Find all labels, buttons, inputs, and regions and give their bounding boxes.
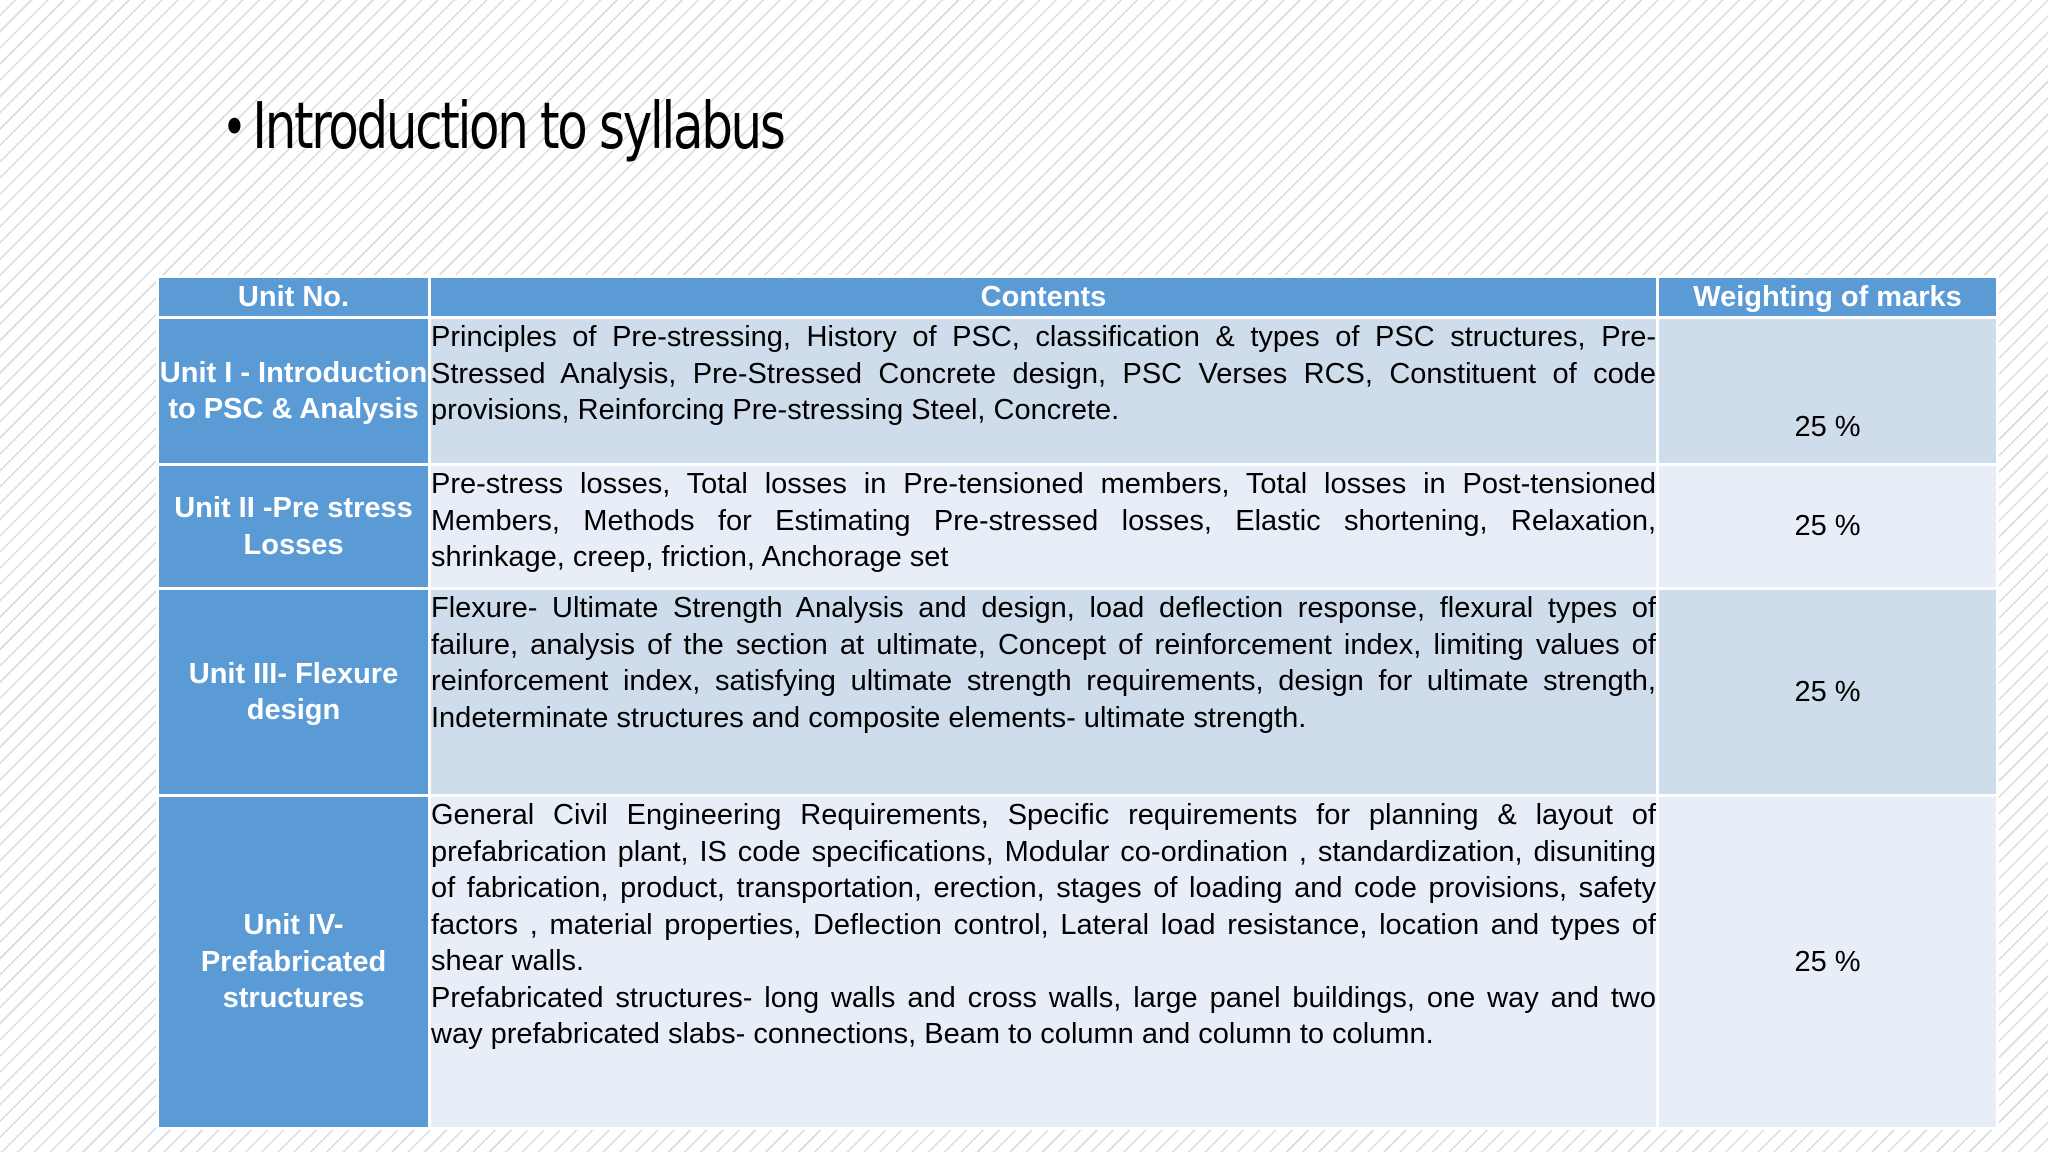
table-row: [158, 465, 1998, 589]
slide-title: [222, 72, 784, 182]
contents-cell: [430, 589, 1658, 796]
header-unit-no: Unit No.: [158, 277, 430, 318]
weight-cell: 25 %: [1658, 589, 1998, 796]
table-header-row: [158, 277, 1998, 318]
slide-title-text: Introduction to syllabus: [252, 90, 784, 164]
bullet-icon: •: [222, 95, 245, 159]
contents-cell: [430, 796, 1658, 1129]
weight-cell: 25 %: [1658, 318, 1998, 465]
contents-paragraph: Flexure- Ultimate Strength Analysis and design, load deflection response, flexural types of failure, analysis of the section at ultimate, Concept of reinforcement index, limiting values of reinforcement index, satisfying ultimate strength requirements, design for ultimate strength, Indeterminate structures and composite elements- ultimate strength.: [431, 592, 1656, 734]
syllabus-table: [156, 275, 1999, 1130]
unit-cell: Unit I - Introduction to PSC & Analysis: [158, 318, 430, 465]
table-row: [158, 589, 1998, 796]
header-contents: Contents: [430, 277, 1658, 318]
contents-paragraph: Principles of Pre-stressing, History of PSC, classification & types of PSC structures, Pre-Stressed Analysis, Pre-Stressed Concrete design, PSC Verses RCS, Constituent of code provisions, Reinforcing Pre-stressing Steel, Concrete.: [431, 321, 1656, 426]
contents-paragraph: Prefabricated structures- long walls and cross walls, large panel buildings, one way and two way prefabricated slabs- connections, Beam to column and column to column.: [431, 981, 1656, 1050]
table-row: [158, 796, 1998, 1129]
contents-cell: [430, 318, 1658, 465]
unit-cell: Unit II -Pre stress Losses: [158, 465, 430, 589]
weight-cell: 25 %: [1658, 465, 1998, 589]
unit-cell: Unit IV- Prefabricated structures: [158, 796, 430, 1129]
weight-cell: 25 %: [1658, 796, 1998, 1129]
contents-paragraph: General Civil Engineering Requirements, Specific requirements for planning & layout of prefabrication plant, IS code specifications, Modular co-ordination , standardization, disuniting of fabrication, product, transportation, erection, stages of loading and code provisions, safety factors , material properties, Deflection control, Lateral load resistance, location and types of shear walls.: [431, 799, 1656, 977]
contents-paragraph: Pre-stress losses, Total losses in Pre-tensioned members, Total losses in Post-tensioned Members, Methods for Estimating Pre-stressed losses, Elastic shortening, Relaxation, shrinkage, creep, friction, Anchorage set: [431, 468, 1656, 573]
table-row: [158, 318, 1998, 465]
header-weighting: Weighting of marks: [1658, 277, 1998, 318]
unit-cell: Unit III- Flexure design: [158, 589, 430, 796]
contents-cell: [430, 465, 1658, 589]
